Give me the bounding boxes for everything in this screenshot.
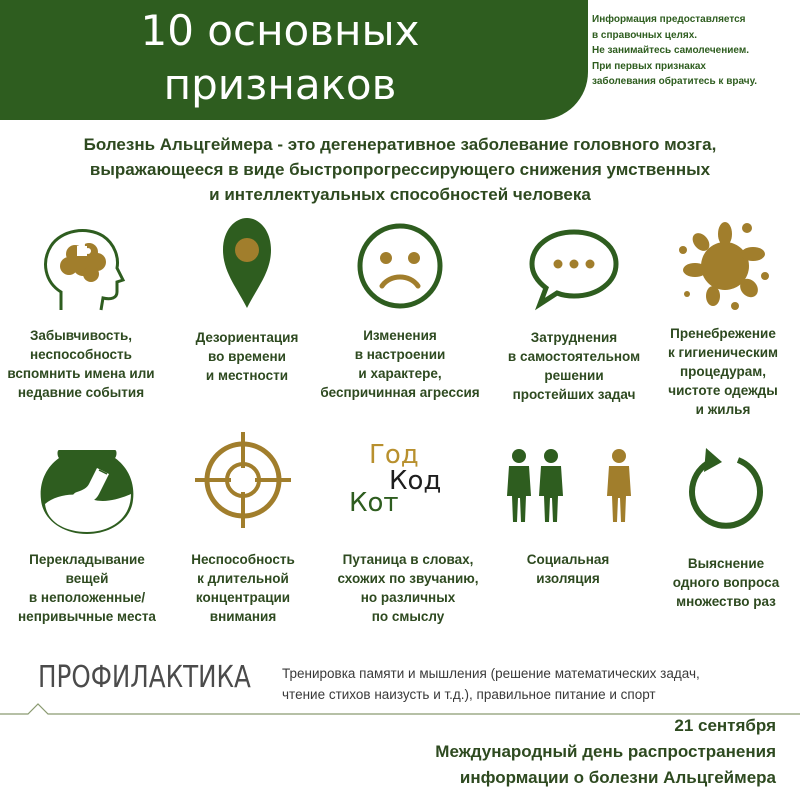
event-date: 21 сентября: [674, 716, 776, 735]
sign-label-line: но различных: [360, 590, 456, 605]
crosshair-icon: [193, 430, 293, 530]
sad-face-icon: [350, 214, 450, 314]
intro-line: выражающееся в виде быстропрогрессирующего снижения умственных: [89, 160, 711, 179]
sign-label-line: беспричинная агрессия: [320, 385, 480, 400]
title-line-2: признаков: [163, 60, 397, 109]
sign-label: [640, 324, 800, 419]
prevention-line: чтение стихов наизусть и т.д.), правильное питание и спорт: [282, 687, 656, 702]
sign-label-line: концентрации: [195, 590, 291, 605]
sign-label-line: изоляция: [536, 571, 600, 586]
sign-label-line: Затруднения: [530, 330, 618, 345]
disclaimer-line: При первых признаках: [592, 60, 706, 72]
sign-label-line: к гигиеническим: [667, 345, 779, 360]
sign-label-line: неспособность: [30, 347, 132, 362]
sign-label-line: одного вопроса: [672, 575, 780, 590]
repeat-arrow-icon: [676, 440, 776, 540]
sign-label-line: множество раз: [676, 594, 776, 609]
word-kod: Код: [389, 466, 442, 496]
map-pin-icon: [197, 210, 297, 310]
event-line: Международный день распространения: [435, 742, 776, 761]
intro-line: Болезнь Альцгеймера - это дегенеративное заболевание головного мозга,: [83, 135, 717, 154]
sign-label-line: Пренебрежение: [670, 326, 776, 341]
sign-label-line: в неположенные/: [28, 590, 146, 605]
sign-label-line: Изменения: [363, 328, 437, 343]
word-kot: Кот: [349, 488, 399, 518]
prevention-text: [282, 663, 792, 705]
head-brain-icon: [31, 218, 131, 318]
sign-label-line: Выяснение: [687, 556, 765, 571]
sign-label-line: и местности: [205, 368, 289, 383]
speech-bubble-icon: [524, 218, 624, 318]
sign-label: [164, 328, 330, 385]
sign-label-line: схожих по звучанию,: [337, 571, 479, 586]
intro-text: [20, 132, 780, 207]
word-confusion-icon: [345, 440, 475, 530]
sign-label-line: вспомнить имена или: [7, 366, 155, 381]
people-isolation-icon: [493, 438, 643, 538]
sign-label-line: в настроении: [354, 347, 446, 362]
page-title: [0, 4, 560, 112]
sign-label-line: процедурам,: [679, 364, 766, 379]
sign-label-line: Социальная: [526, 552, 610, 567]
intro-line: и интеллектуальных способностей человека: [209, 185, 591, 204]
sign-label: [160, 550, 326, 626]
disclaimer-line: заболевания обратитесь к врачу.: [592, 76, 758, 87]
sign-label-line: Неспособность: [191, 552, 295, 567]
sign-label-line: решении: [544, 368, 604, 383]
event-line: информации о болезни Альцгеймера: [459, 768, 776, 787]
sign-label-line: и характере,: [358, 366, 442, 381]
prevention-title: ПРОФИЛАКТИКА: [38, 660, 251, 695]
event-block: [276, 713, 776, 791]
sign-label-line: простейших задач: [512, 387, 636, 402]
sign-label: [317, 326, 483, 402]
sign-label-line: внимания: [209, 609, 277, 624]
sign-label-line: непривычные места: [18, 609, 156, 624]
sign-label: [491, 328, 657, 404]
sign-label-line: по смыслу: [371, 609, 445, 624]
sign-label-line: Дезориентация: [195, 330, 299, 345]
title-line-1: 10 основных: [140, 6, 420, 55]
sign-label: [0, 326, 164, 402]
sign-label: [4, 550, 170, 626]
sign-label-line: к длительной: [197, 571, 289, 586]
sign-label-line: недавние события: [17, 385, 145, 400]
disclaimer-line: Не занимайтесь самолечением.: [592, 45, 750, 56]
sign-label-line: вещей: [65, 571, 109, 586]
sign-label: [643, 554, 800, 611]
splat-icon: [673, 214, 773, 314]
sign-label: [325, 550, 491, 626]
pot-sock-icon: [37, 438, 137, 538]
sign-label-line: чистоте одежды: [668, 383, 778, 398]
disclaimer: [592, 12, 800, 90]
sign-label-line: во времени: [208, 349, 286, 364]
sign-label: [485, 550, 651, 588]
sign-label-line: и жилья: [695, 402, 751, 417]
sign-label-line: в самостоятельном: [507, 349, 641, 364]
sign-label-line: Перекладывание: [29, 552, 145, 567]
sign-label-line: Путаница в словах,: [342, 552, 474, 567]
word-god: Год: [369, 440, 419, 470]
disclaimer-line: в справочных целях.: [592, 29, 698, 41]
disclaimer-line: Информация предоставляется: [592, 14, 746, 25]
sign-label-line: Забывчивость,: [29, 328, 133, 343]
prevention-line: Тренировка памяти и мышления (решение математических задач,: [282, 666, 700, 681]
